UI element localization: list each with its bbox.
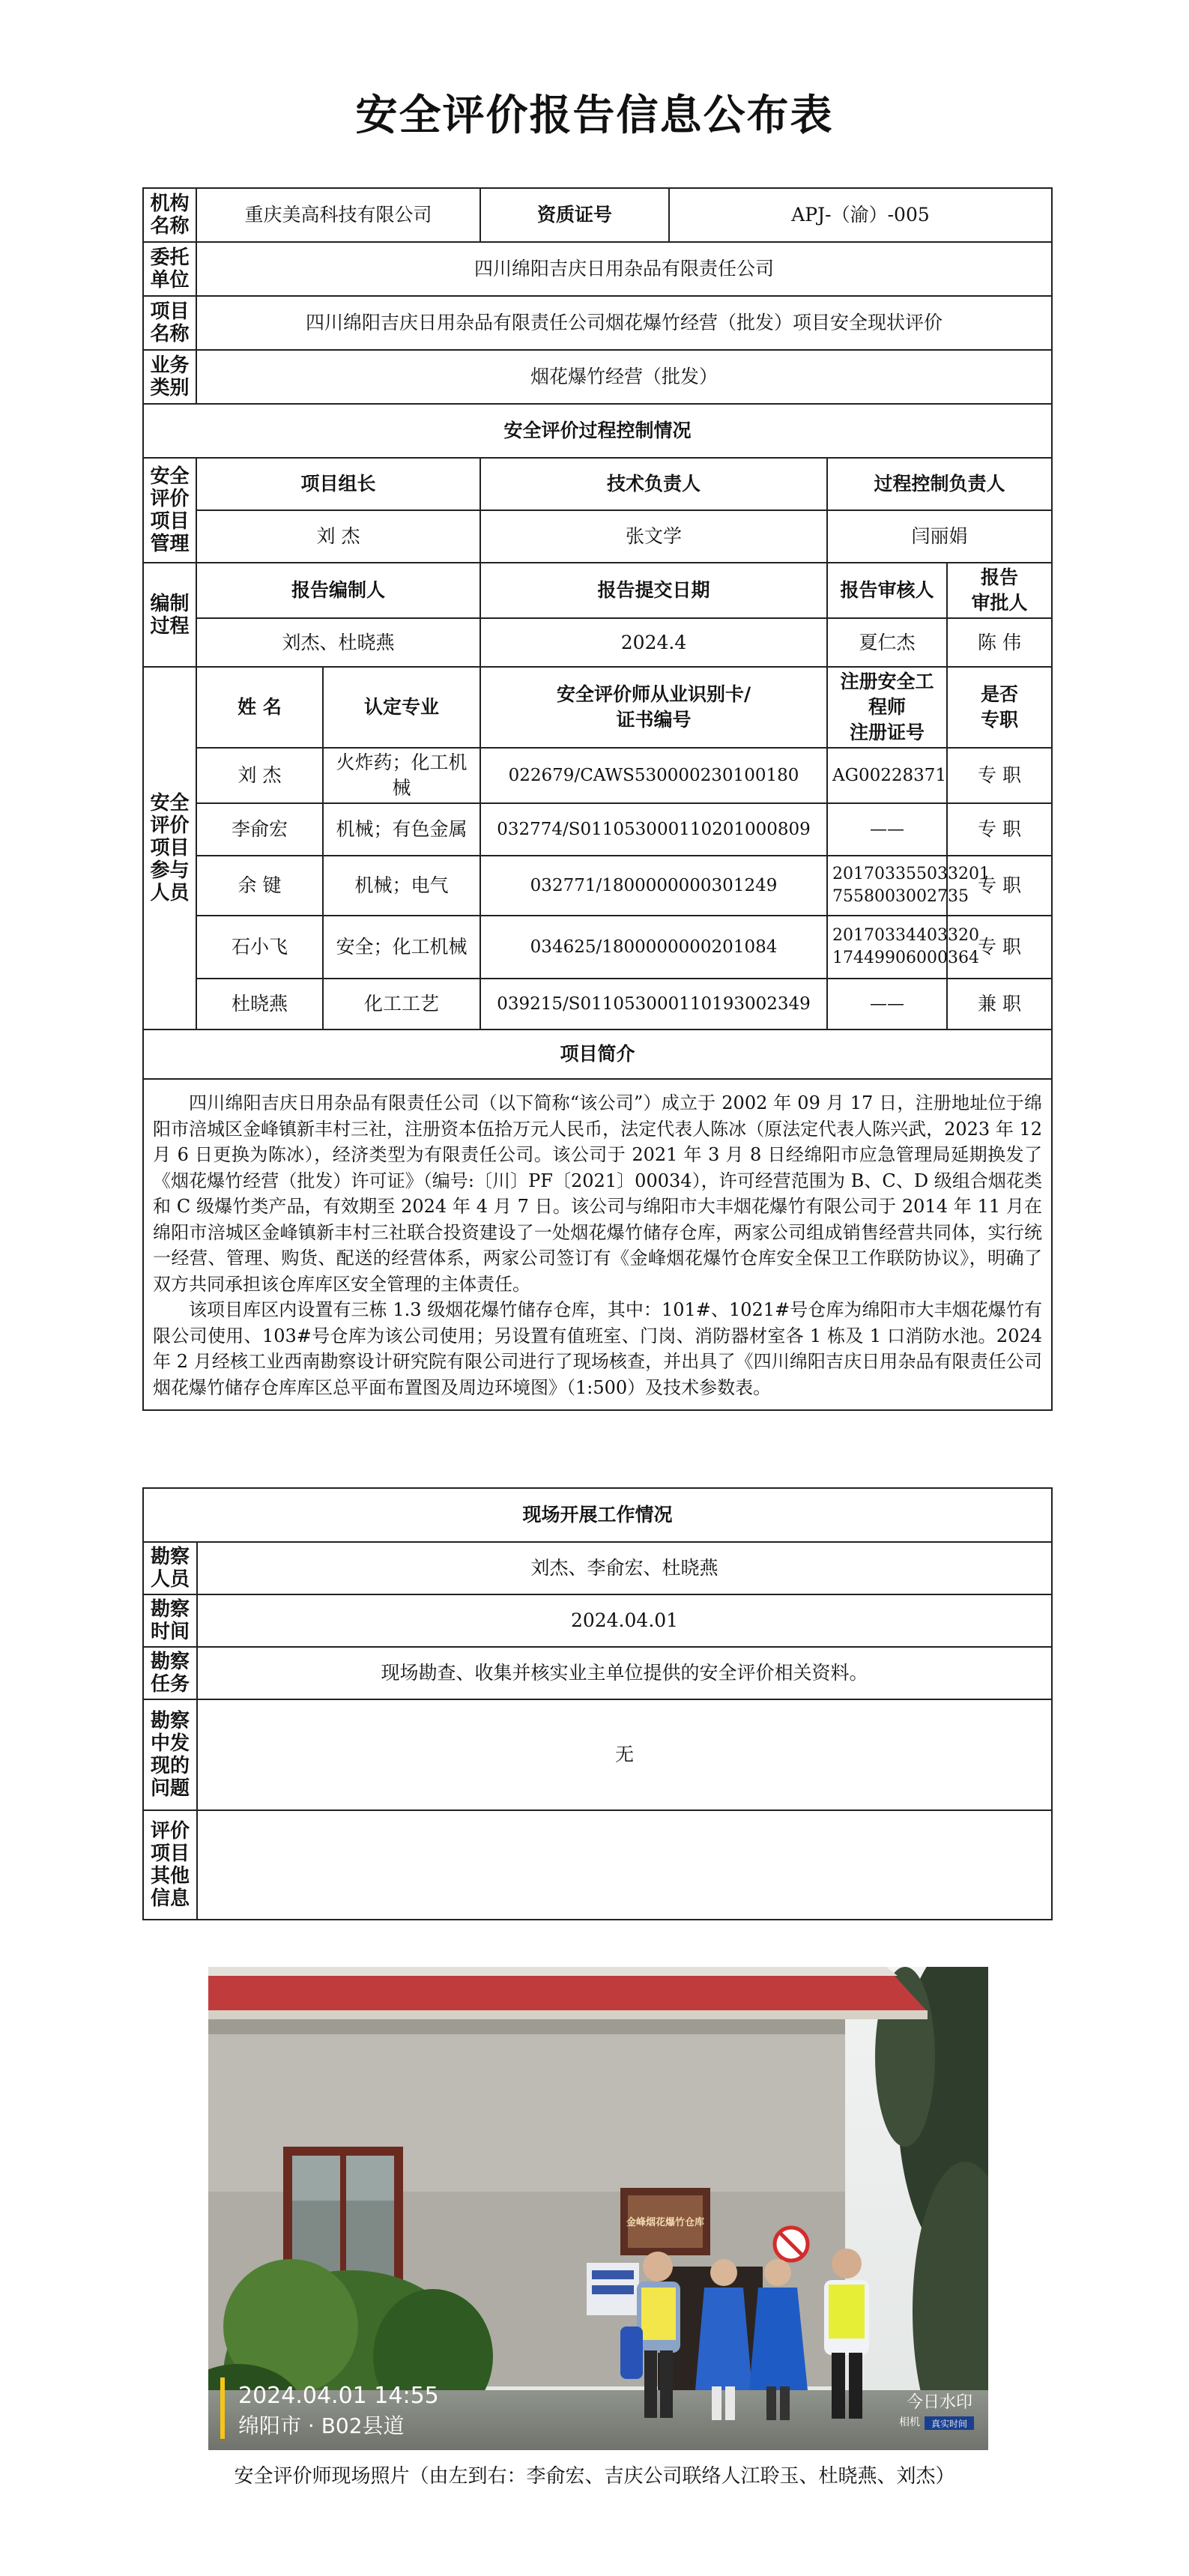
client-label: 委托 单位 (143, 242, 196, 296)
compile-header-author: 报告编制人 (196, 563, 480, 618)
table-row (143, 856, 1052, 916)
mgmt-value-leader: 刘 杰 (196, 510, 480, 563)
staff-fulltime: 专 职 (947, 916, 1052, 979)
stamp-datetime: 2024.04.01 14:55 (238, 2383, 439, 2409)
staff-cert: 032774/S011053000110201000809 (480, 803, 827, 856)
staff-major: 机械；有色金属 (323, 803, 480, 856)
mgmt-header-tech: 技术负责人 (480, 458, 827, 510)
mgmt-value-control: 闫丽娟 (827, 510, 1052, 563)
compile-value-approver: 陈 伟 (947, 618, 1052, 667)
mgmt-header-leader: 项目组长 (196, 458, 480, 510)
mgmt-label: 安全 评价 项目 管理 (143, 458, 196, 563)
mgmt-header-control: 过程控制负责人 (827, 458, 1052, 510)
warehouse-sign: 金峰烟花爆竹仓库 (626, 2217, 705, 2228)
client-value: 四川绵阳吉庆日用杂品有限责任公司 (196, 242, 1052, 296)
intro-paragraph: 该项目库区内设置有三栋 1.3 级烟花爆竹储存仓库，其中：101#、1021#号仓库为绵阳市大丰烟花爆竹有限公司使用、103#号仓库为该公司使用；另设置有值班室、门岗、消防器材室各 1 栋及 1 口消防水池。2024 年 2 月经核工业西南勘察设计研究院有限公司进行了现场核查，并出具了《四川绵阳吉庆日用杂品有限责任公司烟花爆竹储存仓库库区总平面布置图及周边环境图》（1:500）及技术参数表。 (153, 1299, 1043, 1398)
site-photo (208, 1967, 988, 2450)
field-value-issues: 无 (197, 1699, 1052, 1810)
process-heading: 安全评价过程控制情况 (143, 404, 1052, 458)
staff-engineer: —— (827, 803, 947, 856)
field-value-staff: 刘杰、李俞宏、杜晓燕 (197, 1542, 1052, 1594)
table-row (143, 916, 1052, 979)
field-value-task: 现场勘查、收集并核实业主单位提供的安全评价相关资料。 (197, 1647, 1052, 1699)
staff-engineer: 201703355033201 7558003002735 (827, 856, 947, 916)
staff-name: 李俞宏 (196, 803, 323, 856)
staff-fulltime: 兼 职 (947, 979, 1052, 1030)
intro-body (143, 1079, 1052, 1410)
org-value: 重庆美高科技有限公司 (196, 188, 480, 242)
staff-cert: 022679/CAWS530000230100180 (480, 748, 827, 803)
staff-cert: 034625/1800000000201084 (480, 916, 827, 979)
staff-major: 化工工艺 (323, 979, 480, 1030)
field-label-staff: 勘察 人员 (143, 1542, 197, 1594)
table-row (143, 748, 1052, 803)
stamp-location: 绵阳市 · B02县道 (238, 2413, 405, 2438)
staff-header-cert: 安全评价师从业识别卡/ 证书编号 (480, 667, 827, 748)
project-label: 项目 名称 (143, 296, 196, 350)
cert-label: 资质证号 (480, 188, 669, 242)
staff-header-major: 认定专业 (323, 667, 480, 748)
mgmt-value-tech: 张文学 (480, 510, 827, 563)
field-work-table (142, 1487, 1053, 1920)
business-label: 业务 类别 (143, 350, 196, 404)
staff-engineer: 20170334403320 17449906000364 (827, 916, 947, 979)
compile-label: 编制 过程 (143, 563, 196, 667)
staff-name: 石小飞 (196, 916, 323, 979)
project-value: 四川绵阳吉庆日用杂品有限责任公司烟花爆竹经营（批发）项目安全现状评价 (196, 296, 1052, 350)
org-label: 机构 名称 (143, 188, 196, 242)
watermark-sub: 相机 (899, 2416, 920, 2428)
field-label-time: 勘察 时间 (143, 1594, 197, 1647)
staff-fulltime: 专 职 (947, 748, 1052, 803)
info-table (142, 187, 1053, 1411)
intro-heading: 项目简介 (143, 1030, 1052, 1079)
staff-cert: 039215/S011053000110193002349 (480, 979, 827, 1030)
field-value-other (197, 1810, 1052, 1920)
staff-major: 安全；化工机械 (323, 916, 480, 979)
table-row (143, 979, 1052, 1030)
table-row (143, 803, 1052, 856)
staff-label: 安全 评价 项目 参与 人员 (143, 667, 196, 1030)
watermark-tag: 真实时间 (931, 2419, 968, 2429)
staff-engineer: —— (827, 979, 947, 1030)
staff-major: 火炸药；化工机械 (323, 748, 480, 803)
staff-fulltime: 专 职 (947, 856, 1052, 916)
field-value-time: 2024.04.01 (197, 1594, 1052, 1647)
staff-fulltime: 专 职 (947, 803, 1052, 856)
staff-cert: 032771/1800000000301249 (480, 856, 827, 916)
staff-engineer: AG00228371 (827, 748, 947, 803)
compile-value-date: 2024.4 (480, 618, 827, 667)
staff-name: 刘 杰 (196, 748, 323, 803)
field-label-task: 勘察 任务 (143, 1647, 197, 1699)
staff-header-engineer: 注册安全工程师 注册证号 (827, 667, 947, 748)
staff-name: 余 键 (196, 856, 323, 916)
intro-paragraph: 四川绵阳吉庆日用杂品有限责任公司（以下简称“该公司”）成立于 2002 年 09 月 17 日，注册地址位于绵阳市涪城区金峰镇新丰村三社，注册资本伍拾万元人民币，法定代表人陈冰（原法定代表人陈兴武，2023 年 12 月 6 日更换为陈冰），经济类型为有限责任公司。该公司于 2021 年 3 月 8 日经绵阳市应急管理局延期换发了《烟花爆竹经营（批发）许可证》（编号:〔川〕PF〔2021〕00034），许可经营范围为 B、C、D 级组合烟花类和 C 级爆竹类产品，有效期至 2024 年 4 月 7 日。该公司与绵阳市大丰烟花爆竹有限公司于 2014 年 11 月在绵阳市涪城区金峰镇新丰村三社联合投资建设了一处烟花爆竹储存仓库，两家公司组成销售经营共同体，实行统一经营、管理、购货、配送的经营体系，两家公司签订有《金峰烟花爆竹仓库安全保卫工作联防协议》，明确了双方共同承担该仓库库区安全管理的主体责任。 (153, 1092, 1043, 1295)
watermark-brand: 今日水印 (906, 2393, 972, 2412)
compile-value-reviewer: 夏仁杰 (827, 618, 947, 667)
staff-header-name: 姓 名 (196, 667, 323, 748)
field-heading: 现场开展工作情况 (143, 1488, 1052, 1542)
compile-value-author: 刘杰、杜晓燕 (196, 618, 480, 667)
field-label-other: 评价 项目 其他 信息 (143, 1810, 197, 1920)
staff-major: 机械；电气 (323, 856, 480, 916)
watermark-logo (899, 2393, 974, 2430)
business-value: 烟花爆竹经营（批发） (196, 350, 1052, 404)
cert-value: APJ-（渝）-005 (669, 188, 1052, 242)
page-title: 安全评价报告信息公布表 (355, 91, 834, 140)
compile-header-reviewer: 报告审核人 (827, 563, 947, 618)
staff-name: 杜晓燕 (196, 979, 323, 1030)
photo-caption: 安全评价师现场照片（由左到右：李俞宏、吉庆公司联络人江聆玉、杜晓燕、刘杰） (234, 2465, 955, 2488)
field-label-issues: 勘察 中发 现的 问题 (143, 1699, 197, 1810)
compile-header-date: 报告提交日期 (480, 563, 827, 618)
compile-header-approver: 报告 审批人 (947, 563, 1052, 618)
staff-header-fulltime: 是否 专职 (947, 667, 1052, 748)
